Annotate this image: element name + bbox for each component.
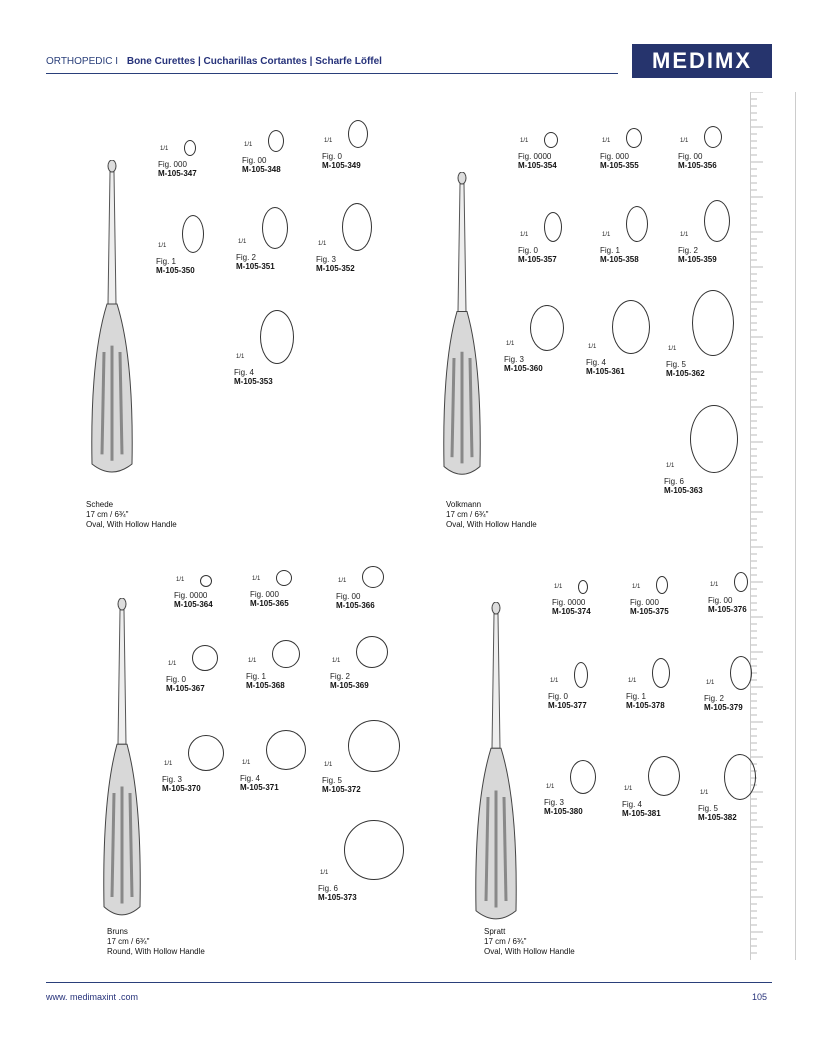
fig-size: Fig. 2	[704, 694, 725, 703]
caption-desc: Oval, With Hollow Handle	[446, 520, 537, 529]
scale-label: 1/1	[242, 760, 251, 766]
cup-outline	[266, 730, 306, 770]
fig-size: Fig. 000	[250, 590, 279, 599]
caption-name: Schede	[86, 500, 114, 509]
volkmann-curette-illustration	[440, 172, 484, 482]
header-divider	[46, 73, 618, 74]
ruler-ticks	[751, 92, 795, 960]
product-item	[630, 598, 669, 616]
cup-outline	[362, 566, 384, 588]
product-item	[174, 591, 213, 609]
fig-size: Fig. 000	[158, 160, 187, 169]
product-code: M-105-365	[250, 599, 289, 608]
fig-size: Fig. 1	[246, 672, 267, 681]
header-separator: I	[115, 56, 119, 67]
product-code: M-105-359	[678, 255, 717, 264]
product-code: M-105-371	[240, 783, 279, 792]
cup-outline	[648, 756, 680, 796]
fig-size: Fig. 4	[586, 358, 607, 367]
product-code: M-105-361	[586, 367, 625, 376]
cup-outline	[612, 300, 650, 354]
cup-outline	[692, 290, 734, 356]
fig-size: Fig. 3	[316, 255, 337, 264]
cup-outline	[200, 575, 212, 587]
scale-label: 1/1	[546, 784, 555, 790]
cup-outline	[182, 215, 204, 253]
cup-outline	[276, 570, 292, 586]
fig-size: Fig. 00	[678, 152, 703, 161]
product-code: M-105-357	[518, 255, 557, 264]
scale-label: 1/1	[706, 680, 715, 686]
scale-label: 1/1	[176, 577, 185, 583]
cup-outline	[704, 200, 730, 242]
cup-outline	[544, 132, 558, 148]
scale-label: 1/1	[338, 578, 347, 584]
cup-outline	[184, 140, 196, 156]
scale-label: 1/1	[520, 138, 529, 144]
header-category: ORTHOPEDIC	[46, 56, 113, 67]
product-code: M-105-380	[544, 807, 583, 816]
scale-label: 1/1	[506, 341, 515, 347]
cup-outline	[272, 640, 300, 668]
header-breadcrumb	[46, 56, 382, 67]
fig-size: Fig. 00	[336, 592, 361, 601]
product-item	[666, 360, 705, 378]
scale-label: 1/1	[324, 762, 333, 768]
fig-size: Fig. 1	[156, 257, 177, 266]
cup-outline	[574, 662, 588, 688]
cup-outline	[656, 576, 668, 594]
product-code: M-105-352	[316, 264, 355, 273]
fig-size: Fig. 5	[322, 776, 343, 785]
product-code: M-105-350	[156, 266, 195, 275]
scale-label: 1/1	[554, 584, 563, 590]
product-item	[318, 884, 357, 902]
scale-label: 1/1	[236, 354, 245, 360]
footer-website: www. medimaxint .com	[46, 992, 139, 1002]
fig-size: Fig. 4	[234, 368, 255, 377]
product-code: M-105-368	[246, 681, 285, 690]
scale-label: 1/1	[168, 661, 177, 667]
product-code: M-105-370	[162, 784, 201, 793]
product-item	[698, 804, 737, 822]
product-code: M-105-364	[174, 600, 213, 609]
fig-size: Fig. 5	[698, 804, 719, 813]
measurement-ruler	[750, 92, 796, 960]
product-code: M-105-355	[600, 161, 639, 170]
cup-outline	[342, 203, 372, 251]
product-item	[330, 672, 369, 690]
scale-label: 1/1	[550, 678, 559, 684]
fig-size: Fig. 0	[322, 152, 343, 161]
cup-outline	[626, 128, 642, 148]
scale-label: 1/1	[624, 786, 633, 792]
product-item	[544, 798, 583, 816]
cup-outline	[188, 735, 224, 771]
fig-size: Fig. 4	[240, 774, 261, 783]
product-code: M-105-382	[698, 813, 737, 822]
product-code: M-105-356	[678, 161, 717, 170]
product-item	[336, 592, 375, 610]
cup-outline	[652, 658, 670, 688]
product-code: M-105-366	[336, 601, 375, 610]
product-item	[236, 253, 275, 271]
fig-size: Fig. 3	[504, 355, 525, 364]
product-item	[504, 355, 543, 373]
product-item	[518, 152, 557, 170]
caption-name: Bruns	[107, 927, 128, 936]
volkmann-caption	[446, 500, 537, 530]
product-code: M-105-369	[330, 681, 369, 690]
product-item	[552, 598, 591, 616]
scale-label: 1/1	[668, 346, 677, 352]
product-item	[158, 160, 197, 178]
scale-label: 1/1	[700, 790, 709, 796]
product-code: M-105-353	[234, 377, 273, 386]
fig-size: Fig. 00	[242, 156, 267, 165]
caption-name: Spratt	[484, 927, 506, 936]
caption-name: Volkmann	[446, 500, 482, 509]
fig-size: Fig. 1	[600, 246, 621, 255]
caption-size: 17 cm / 6¾"	[107, 937, 150, 946]
schede-caption	[86, 500, 177, 530]
fig-size: Fig. 3	[544, 798, 565, 807]
product-item	[166, 675, 205, 693]
scale-label: 1/1	[520, 232, 529, 238]
product-item	[678, 246, 717, 264]
product-item	[322, 776, 361, 794]
fig-size: Fig. 2	[678, 246, 699, 255]
spratt-caption	[484, 927, 575, 957]
cup-outline	[348, 720, 400, 772]
product-code: M-105-378	[626, 701, 665, 710]
fig-size: Fig. 0	[166, 675, 187, 684]
scale-label: 1/1	[602, 232, 611, 238]
product-item	[548, 692, 587, 710]
fig-size: Fig. 6	[664, 477, 685, 486]
fig-size: Fig. 0	[518, 246, 539, 255]
product-item	[250, 590, 289, 608]
scale-label: 1/1	[318, 241, 327, 247]
fig-size: Fig. 1	[626, 692, 647, 701]
product-code: M-105-373	[318, 893, 357, 902]
cup-outline	[724, 754, 756, 800]
cup-outline	[734, 572, 748, 592]
cup-outline	[530, 305, 564, 351]
scale-label: 1/1	[164, 761, 173, 767]
cup-outline	[192, 645, 218, 671]
product-code: M-105-347	[158, 169, 197, 178]
fig-size: Fig. 0000	[518, 152, 552, 161]
product-item	[626, 692, 665, 710]
product-item	[316, 255, 355, 273]
product-item	[708, 596, 747, 614]
fig-size: Fig. 3	[162, 775, 183, 784]
scale-label: 1/1	[680, 138, 689, 144]
product-item	[586, 358, 625, 376]
scale-label: 1/1	[320, 870, 329, 876]
product-item	[622, 800, 661, 818]
product-item	[242, 156, 281, 174]
product-code: M-105-348	[242, 165, 281, 174]
fig-size: Fig. 000	[630, 598, 659, 607]
fig-size: Fig. 4	[622, 800, 643, 809]
product-code: M-105-375	[630, 607, 669, 616]
cup-outline	[544, 212, 562, 242]
product-item	[518, 246, 557, 264]
fig-size: Fig. 5	[666, 360, 687, 369]
caption-desc: Oval, With Hollow Handle	[86, 520, 177, 529]
caption-size: 17 cm / 6¾"	[446, 510, 489, 519]
bruns-caption	[107, 927, 205, 957]
cup-outline	[356, 636, 388, 668]
caption-desc: Oval, With Hollow Handle	[484, 947, 575, 956]
spratt-curette-illustration	[472, 602, 520, 927]
scale-label: 1/1	[628, 678, 637, 684]
cup-outline	[690, 405, 738, 473]
scale-label: 1/1	[324, 138, 333, 144]
footer-divider	[46, 982, 772, 983]
cup-outline	[262, 207, 288, 249]
product-item	[246, 672, 285, 690]
product-item	[704, 694, 743, 712]
product-code: M-105-367	[166, 684, 205, 693]
scale-label: 1/1	[602, 138, 611, 144]
scale-label: 1/1	[588, 344, 597, 350]
product-code: M-105-363	[664, 486, 703, 495]
product-code: M-105-360	[504, 364, 543, 373]
product-item	[240, 774, 279, 792]
product-code: M-105-354	[518, 161, 557, 170]
fig-size: Fig. 6	[318, 884, 339, 893]
cup-outline	[260, 310, 294, 364]
product-code: M-105-381	[622, 809, 661, 818]
product-code: M-105-376	[708, 605, 747, 614]
caption-size: 17 cm / 6¾"	[86, 510, 129, 519]
product-item	[234, 368, 273, 386]
product-code: M-105-362	[666, 369, 705, 378]
medimax-logo: MEDIMX	[632, 44, 772, 78]
scale-label: 1/1	[710, 582, 719, 588]
scale-label: 1/1	[252, 576, 261, 582]
fig-size: Fig. 0000	[552, 598, 586, 607]
caption-size: 17 cm / 6¾"	[484, 937, 527, 946]
cup-outline	[268, 130, 284, 152]
cup-outline	[348, 120, 368, 148]
scale-label: 1/1	[632, 584, 641, 590]
header-subtitle: Bone Curettes | Cucharillas Cortantes | Scharfe Löffel	[126, 56, 382, 67]
scale-label: 1/1	[332, 658, 341, 664]
fig-size: Fig. 0	[548, 692, 569, 701]
scale-label: 1/1	[158, 243, 167, 249]
scale-label: 1/1	[248, 658, 257, 664]
product-item	[156, 257, 195, 275]
caption-desc: Round, With Hollow Handle	[107, 947, 205, 956]
cup-outline	[578, 580, 588, 594]
product-item	[664, 477, 703, 495]
page-number: 105	[752, 992, 768, 1002]
product-item	[678, 152, 717, 170]
scale-label: 1/1	[680, 232, 689, 238]
product-code: M-105-358	[600, 255, 639, 264]
scale-label: 1/1	[160, 146, 169, 152]
product-item	[322, 152, 361, 170]
cup-outline	[570, 760, 596, 794]
product-code: M-105-351	[236, 262, 275, 271]
fig-size: Fig. 00	[708, 596, 733, 605]
fig-size: Fig. 2	[236, 253, 257, 262]
cup-outline	[626, 206, 648, 242]
cup-outline	[730, 656, 752, 690]
fig-size: Fig. 0000	[174, 591, 208, 600]
schede-curette-illustration	[88, 160, 136, 480]
cup-outline	[344, 820, 404, 880]
product-item	[600, 246, 639, 264]
product-code: M-105-377	[548, 701, 587, 710]
product-code: M-105-374	[552, 607, 591, 616]
fig-size: Fig. 000	[600, 152, 629, 161]
fig-size: Fig. 2	[330, 672, 351, 681]
product-item	[600, 152, 639, 170]
bruns-curette-illustration	[100, 598, 144, 923]
product-item	[162, 775, 201, 793]
scale-label: 1/1	[238, 239, 247, 245]
product-code: M-105-372	[322, 785, 361, 794]
scale-label: 1/1	[244, 142, 253, 148]
product-code: M-105-349	[322, 161, 361, 170]
scale-label: 1/1	[666, 463, 675, 469]
cup-outline	[704, 126, 722, 148]
product-code: M-105-379	[704, 703, 743, 712]
